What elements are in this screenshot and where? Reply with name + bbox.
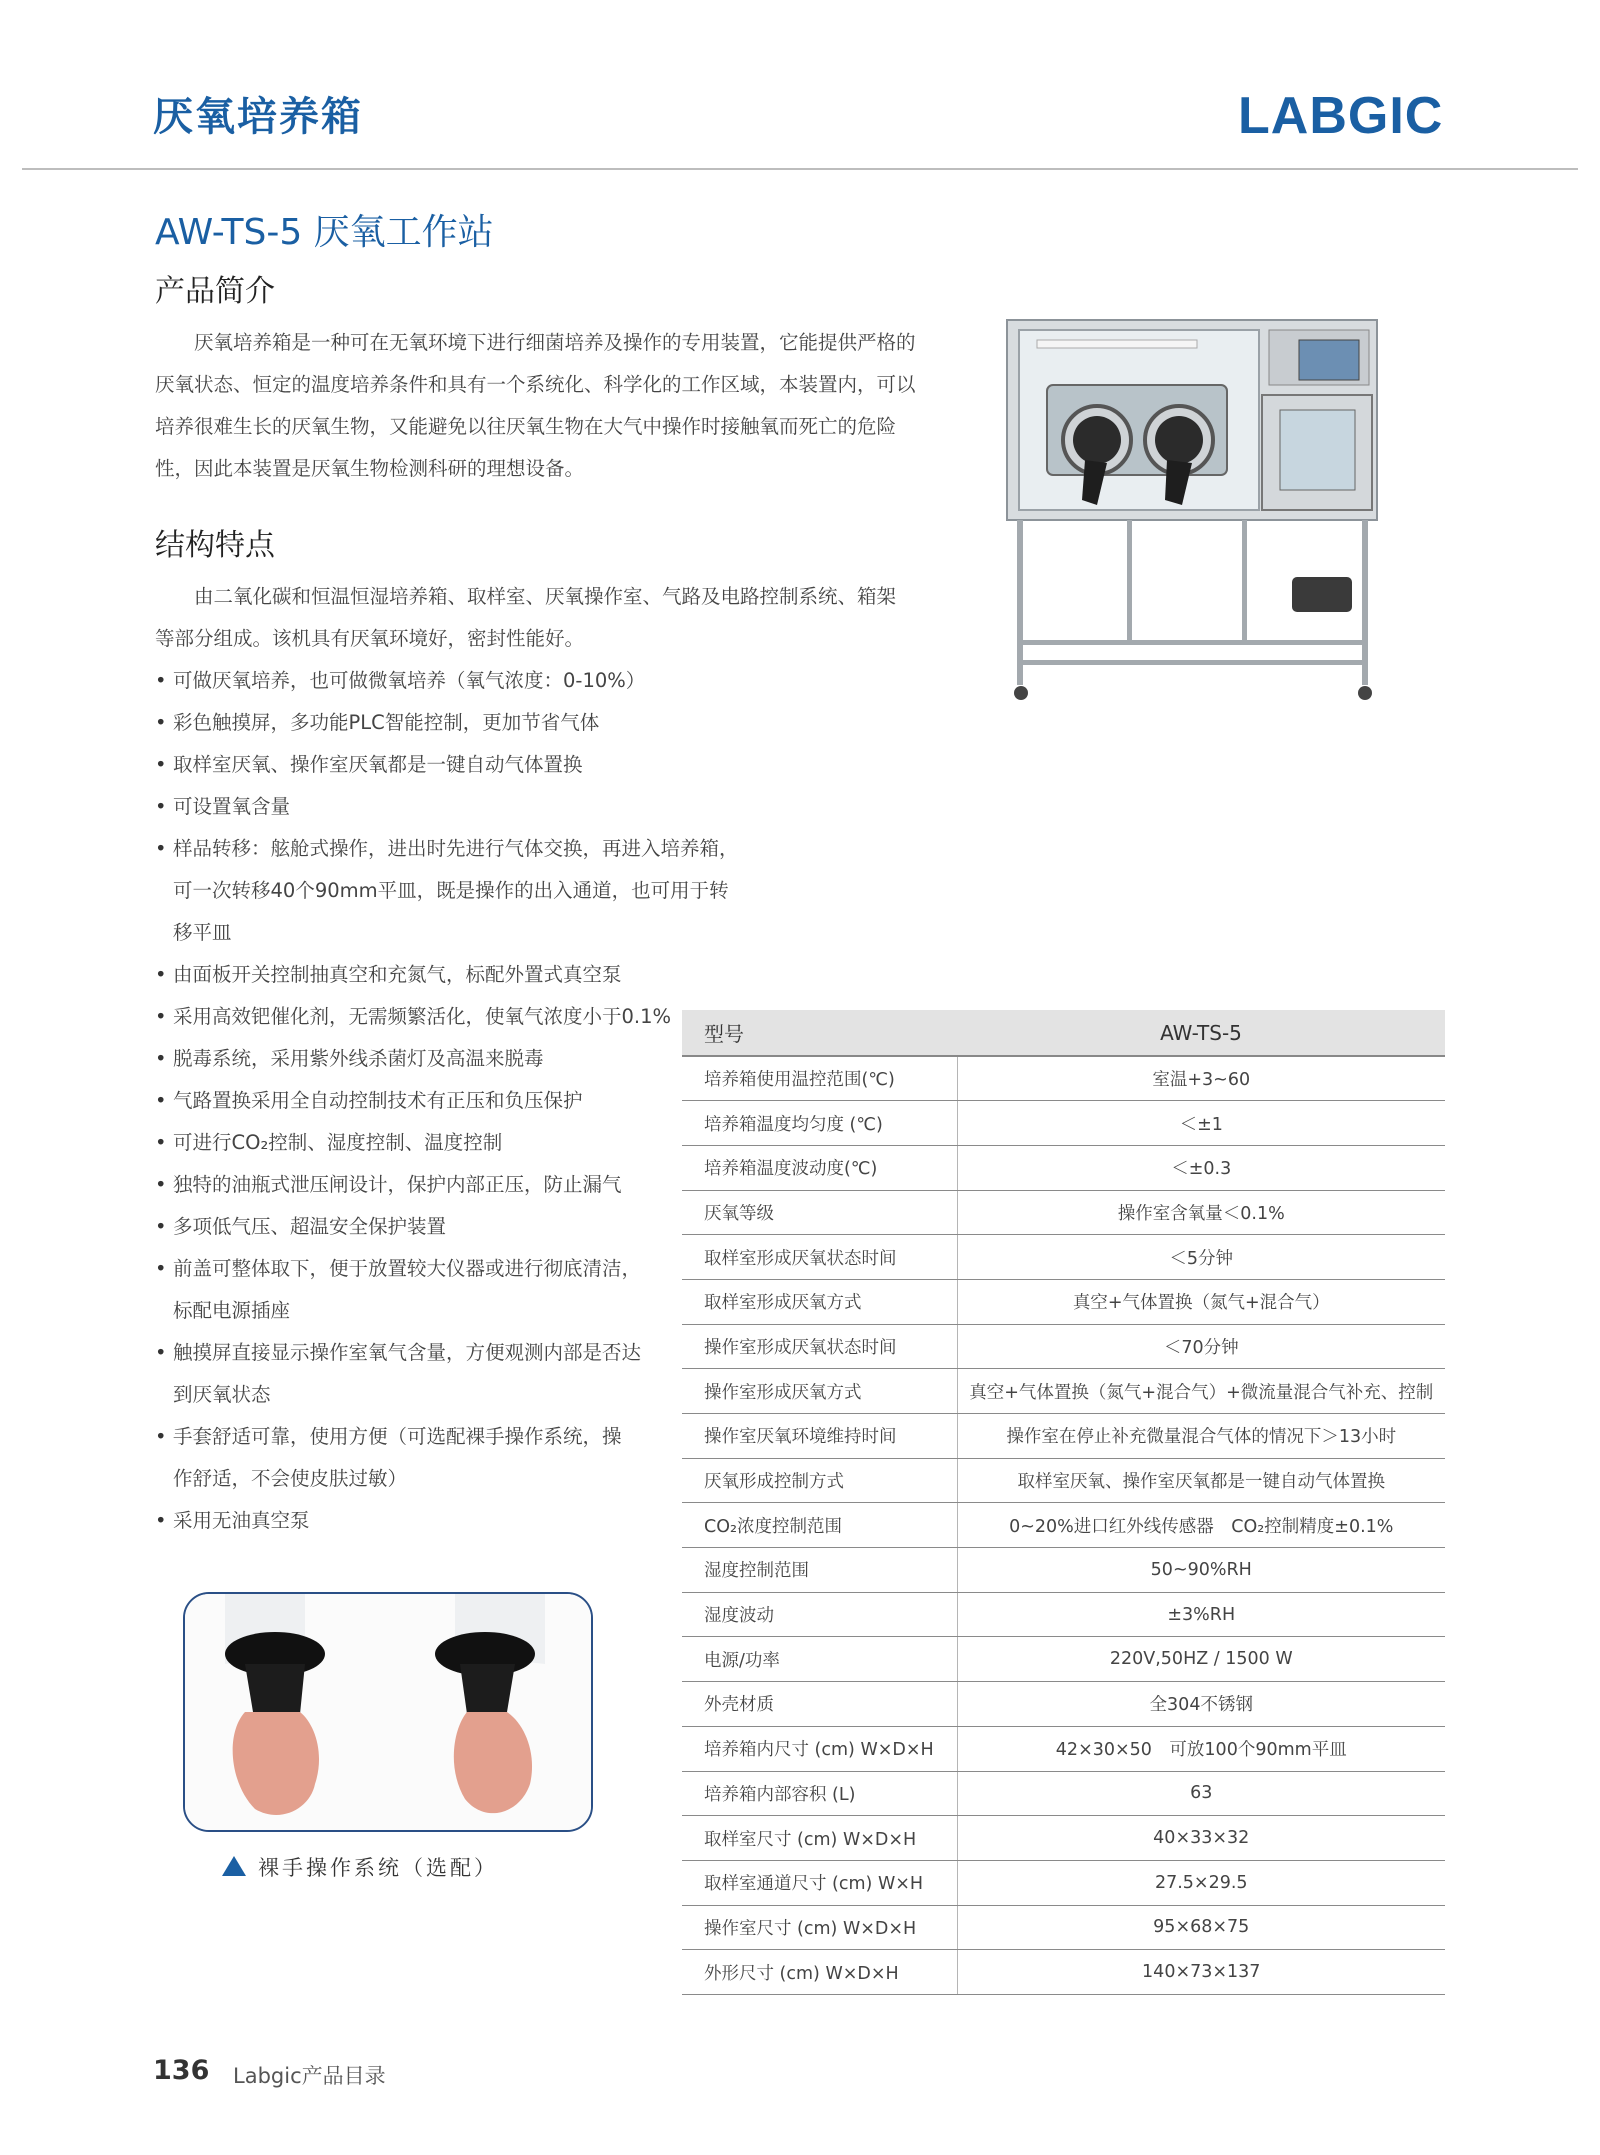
table-row	[682, 1905, 1445, 1950]
feature-item: • 独特的油瓶式泄压闸设计，保护内部正压，防止漏气	[155, 1164, 775, 1206]
spec-value: 220V,50HZ / 1500 W	[957, 1637, 1445, 1682]
spec-key: 培养箱温度波动度(℃)	[682, 1145, 957, 1190]
spec-value: 40×33×32	[957, 1816, 1445, 1861]
spec-value: ＜±0.3	[957, 1145, 1445, 1190]
spec-value: 真空+气体置换（氮气+混合气）+微流量混合气补充、控制	[957, 1369, 1445, 1414]
spec-key: 取样室形成厌氧状态时间	[682, 1235, 957, 1280]
spec-header-value: AW-TS-5	[957, 1010, 1445, 1056]
feature-item: • 可进行CO₂控制、湿度控制、温度控制	[155, 1122, 775, 1164]
table-row	[682, 1324, 1445, 1369]
spec-value: ＜5分钟	[957, 1235, 1445, 1280]
spec-value: 140×73×137	[957, 1950, 1445, 1995]
feature-item: • 由面板开关控制抽真空和充氮气，标配外置式真空泵	[155, 954, 775, 996]
table-row	[682, 1279, 1445, 1324]
spec-key: 取样室尺寸 (cm) W×D×H	[682, 1816, 957, 1861]
table-row	[682, 1235, 1445, 1280]
table-row	[682, 1682, 1445, 1727]
spec-key: 电源/功率	[682, 1637, 957, 1682]
spec-key: 培养箱内部容积 (L)	[682, 1771, 957, 1816]
spec-key: 操作室厌氧环境维持时间	[682, 1414, 957, 1459]
intro-heading: 产品简介	[155, 274, 275, 309]
table-row	[682, 1592, 1445, 1637]
spec-value: 63	[957, 1771, 1445, 1816]
spec-key: CO₂浓度控制范围	[682, 1503, 957, 1548]
table-row	[682, 1101, 1445, 1146]
table-row	[682, 1816, 1445, 1861]
feature-item: • 气路置换采用全自动控制技术有正压和负压保护	[155, 1080, 775, 1122]
spec-key: 厌氧形成控制方式	[682, 1458, 957, 1503]
spec-value: 室温+3~60	[957, 1056, 1445, 1101]
spec-value: ＜±1	[957, 1101, 1445, 1146]
spec-value: 42×30×50 可放100个90mm平皿	[957, 1726, 1445, 1771]
feature-item: • 可设置氧含量	[155, 786, 775, 828]
table-row	[682, 1548, 1445, 1593]
spec-value: ±3%RH	[957, 1592, 1445, 1637]
header-divider	[22, 168, 1578, 170]
spec-value: 95×68×75	[957, 1905, 1445, 1950]
spec-key: 厌氧等级	[682, 1190, 957, 1235]
table-row	[682, 1056, 1445, 1101]
feature-item: • 采用无油真空泵	[155, 1500, 775, 1542]
anaerobic-workstation-image	[997, 315, 1382, 705]
glove-image-caption	[258, 1852, 498, 1882]
spec-value: 50~90%RH	[957, 1548, 1445, 1593]
table-row	[682, 1950, 1445, 1995]
spec-value: 操作室在停止补充微量混合气体的情况下＞13小时	[957, 1414, 1445, 1459]
table-row	[682, 1414, 1445, 1459]
feature-item: • 取样室厌氧、操作室厌氧都是一键自动气体置换	[155, 744, 775, 786]
spec-value: 真空+气体置换（氮气+混合气）	[957, 1279, 1445, 1324]
spec-key: 取样室通道尺寸 (cm) W×H	[682, 1860, 957, 1905]
spec-key: 培养箱温度均匀度 (℃)	[682, 1101, 957, 1146]
table-row	[682, 1458, 1445, 1503]
structure-paragraph: 由二氧化碳和恒温恒湿培养箱、取样室、厌氧操作室、气路及电路控制系统、箱架等部分组成。该机具有厌氧环境好，密封性能好。	[155, 585, 897, 650]
spec-table	[682, 1010, 1445, 1995]
spec-key: 湿度波动	[682, 1592, 957, 1637]
spec-header-key: 型号	[682, 1010, 957, 1056]
table-row	[682, 1145, 1445, 1190]
feature-item: • 采用高效钯催化剂，无需频繁活化，使氧气浓度小于0.1%	[155, 996, 775, 1038]
spec-value: 取样室厌氧、操作室厌氧都是一键自动气体置换	[957, 1458, 1445, 1503]
spec-value: 0~20%进口红外线传感器 CO₂控制精度±0.1%	[957, 1503, 1445, 1548]
page-header-title: 厌氧培养箱	[153, 94, 363, 140]
spec-key: 操作室形成厌氧方式	[682, 1369, 957, 1414]
labgic-logo: LABGIC	[1238, 87, 1444, 145]
table-row	[682, 1503, 1445, 1548]
spec-value: 操作室含氧量＜0.1%	[957, 1190, 1445, 1235]
spec-value: 全304不锈钢	[957, 1682, 1445, 1727]
caption-text: 裸手操作系统（选配）	[258, 1856, 498, 1880]
table-row	[682, 1369, 1445, 1414]
table-row	[682, 1726, 1445, 1771]
intro-paragraph: 厌氧培养箱是一种可在无氧环境下进行细菌培养及操作的专用装置，它能提供严格的厌氧状态、恒定的温度培养条件和具有一个系统化、科学化的工作区域，本装置内，可以培养很难生长的厌氧生物，又能避免以往厌氧生物在大气中操作时接触氧而死亡的危险性，因此本装置是厌氧生物检测科研的理想设备。	[155, 331, 916, 480]
table-row	[682, 1637, 1445, 1682]
table-row	[682, 1860, 1445, 1905]
footer-catalog-label: Labgic产品目录	[233, 2064, 386, 2088]
spec-value: ＜70分钟	[957, 1324, 1445, 1369]
product-title: AW-TS-5 厌氧工作站	[155, 212, 494, 253]
spec-key: 培养箱使用温控范围(℃)	[682, 1056, 957, 1101]
structure-heading: 结构特点	[155, 528, 275, 563]
triangle-icon	[222, 1856, 246, 1876]
bare-hand-operation-image	[183, 1592, 593, 1832]
feature-item: • 脱毒系统，采用紫外线杀菌灯及高温来脱毒	[155, 1038, 775, 1080]
table-row	[682, 1771, 1445, 1816]
feature-item: • 彩色触摸屏，多功能PLC智能控制，更加节省气体	[155, 702, 775, 744]
feature-item: • 前盖可整体取下，便于放置较大仪器或进行彻底清洁，标配电源插座	[155, 1248, 645, 1332]
feature-item: • 可做厌氧培养，也可做微氧培养（氧气浓度：0-10%）	[155, 660, 775, 702]
spec-key: 取样室形成厌氧方式	[682, 1279, 957, 1324]
table-row	[682, 1190, 1445, 1235]
spec-value: 27.5×29.5	[957, 1860, 1445, 1905]
spec-key: 湿度控制范围	[682, 1548, 957, 1593]
spec-key: 操作室尺寸 (cm) W×D×H	[682, 1905, 957, 1950]
spec-key: 操作室形成厌氧状态时间	[682, 1324, 957, 1369]
spec-header-row	[682, 1010, 1445, 1056]
spec-key: 外形尺寸 (cm) W×D×H	[682, 1950, 957, 1995]
feature-item: • 多项低气压、超温安全保护装置	[155, 1206, 775, 1248]
spec-key: 外壳材质	[682, 1682, 957, 1727]
feature-item: • 触摸屏直接显示操作室氧气含量，方便观测内部是否达到厌氧状态	[155, 1332, 645, 1416]
page-number: 136	[153, 2055, 210, 2086]
spec-key: 培养箱内尺寸 (cm) W×D×H	[682, 1726, 957, 1771]
feature-item: • 手套舒适可靠，使用方便（可选配裸手操作系统，操作舒适，不会使皮肤过敏）	[155, 1416, 635, 1500]
feature-item: • 样品转移：舷舱式操作，进出时先进行气体交换，再进入培养箱，可一次转移40个90mm平皿，既是操作的出入通道，也可用于转移平皿	[155, 828, 745, 954]
